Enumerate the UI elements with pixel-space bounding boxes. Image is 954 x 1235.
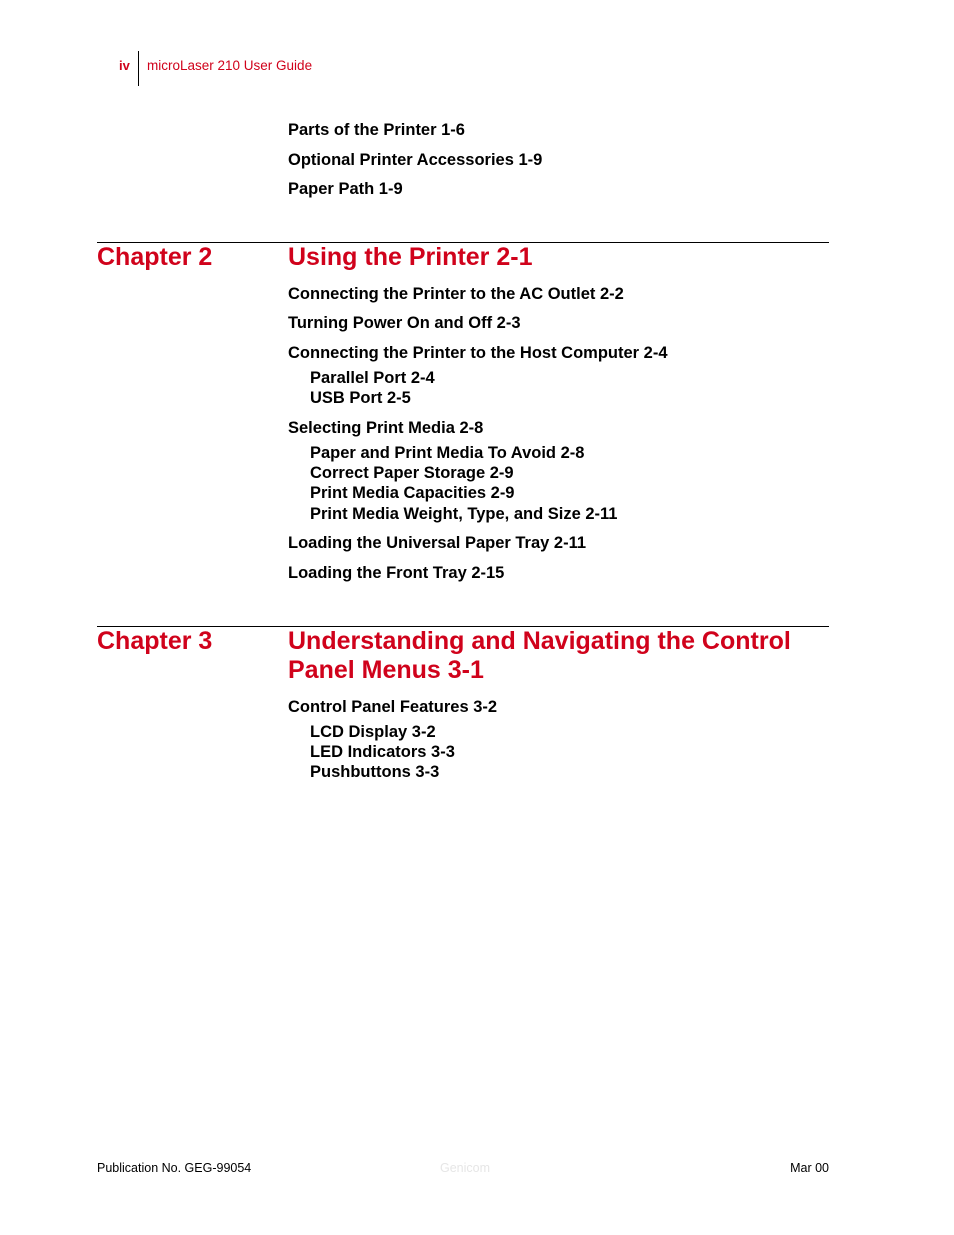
toc-entry[interactable]: Loading the Front Tray 2-15 xyxy=(288,564,505,582)
toc-entry[interactable]: Loading the Universal Paper Tray 2-11 xyxy=(288,534,587,552)
toc-subentry[interactable]: Correct Paper Storage 2-9 xyxy=(310,464,514,482)
document-title: microLaser 210 User Guide xyxy=(147,58,313,73)
toc-entry[interactable]: Optional Printer Accessories 1-9 xyxy=(288,151,543,169)
toc-subentry[interactable]: Pushbuttons 3-3 xyxy=(310,763,440,781)
publication-number: Publication No. GEG-99054 xyxy=(97,1161,252,1175)
header-divider xyxy=(138,51,139,86)
page-number: iv xyxy=(119,58,130,73)
toc-entry[interactable]: Turning Power On and Off 2-3 xyxy=(288,314,521,332)
chapter-label: Chapter 2 xyxy=(97,243,213,271)
chapter-label: Chapter 3 xyxy=(97,627,213,655)
toc-entry[interactable]: Paper Path 1-9 xyxy=(288,180,403,198)
chapter-title-line2[interactable]: Panel Menus 3-1 xyxy=(288,656,484,684)
toc-subentry[interactable]: LED Indicators 3-3 xyxy=(310,743,455,761)
chapter-title[interactable]: Using the Printer 2-1 xyxy=(288,243,533,271)
toc-subentry[interactable]: Print Media Weight, Type, and Size 2-11 xyxy=(310,505,618,523)
chapter-title-line1[interactable]: Understanding and Navigating the Control xyxy=(288,627,791,655)
toc-entry[interactable]: Control Panel Features 3-2 xyxy=(288,698,498,716)
toc-entry[interactable]: Selecting Print Media 2-8 xyxy=(288,419,484,437)
publication-date: Mar 00 xyxy=(790,1161,829,1175)
toc-subentry[interactable]: USB Port 2-5 xyxy=(310,389,411,407)
toc-entry[interactable]: Parts of the Printer 1-6 xyxy=(288,121,465,139)
toc-subentry[interactable]: Print Media Capacities 2-9 xyxy=(310,484,515,502)
toc-subentry[interactable]: Paper and Print Media To Avoid 2-8 xyxy=(310,444,585,462)
company-watermark: Genicom xyxy=(440,1161,491,1175)
toc-subentry[interactable]: Parallel Port 2-4 xyxy=(310,369,435,387)
toc-entry[interactable]: Connecting the Printer to the Host Computer 2-4 xyxy=(288,344,668,362)
toc-entry[interactable]: Connecting the Printer to the AC Outlet 2-2 xyxy=(288,285,624,303)
toc-subentry[interactable]: LCD Display 3-2 xyxy=(310,723,436,741)
